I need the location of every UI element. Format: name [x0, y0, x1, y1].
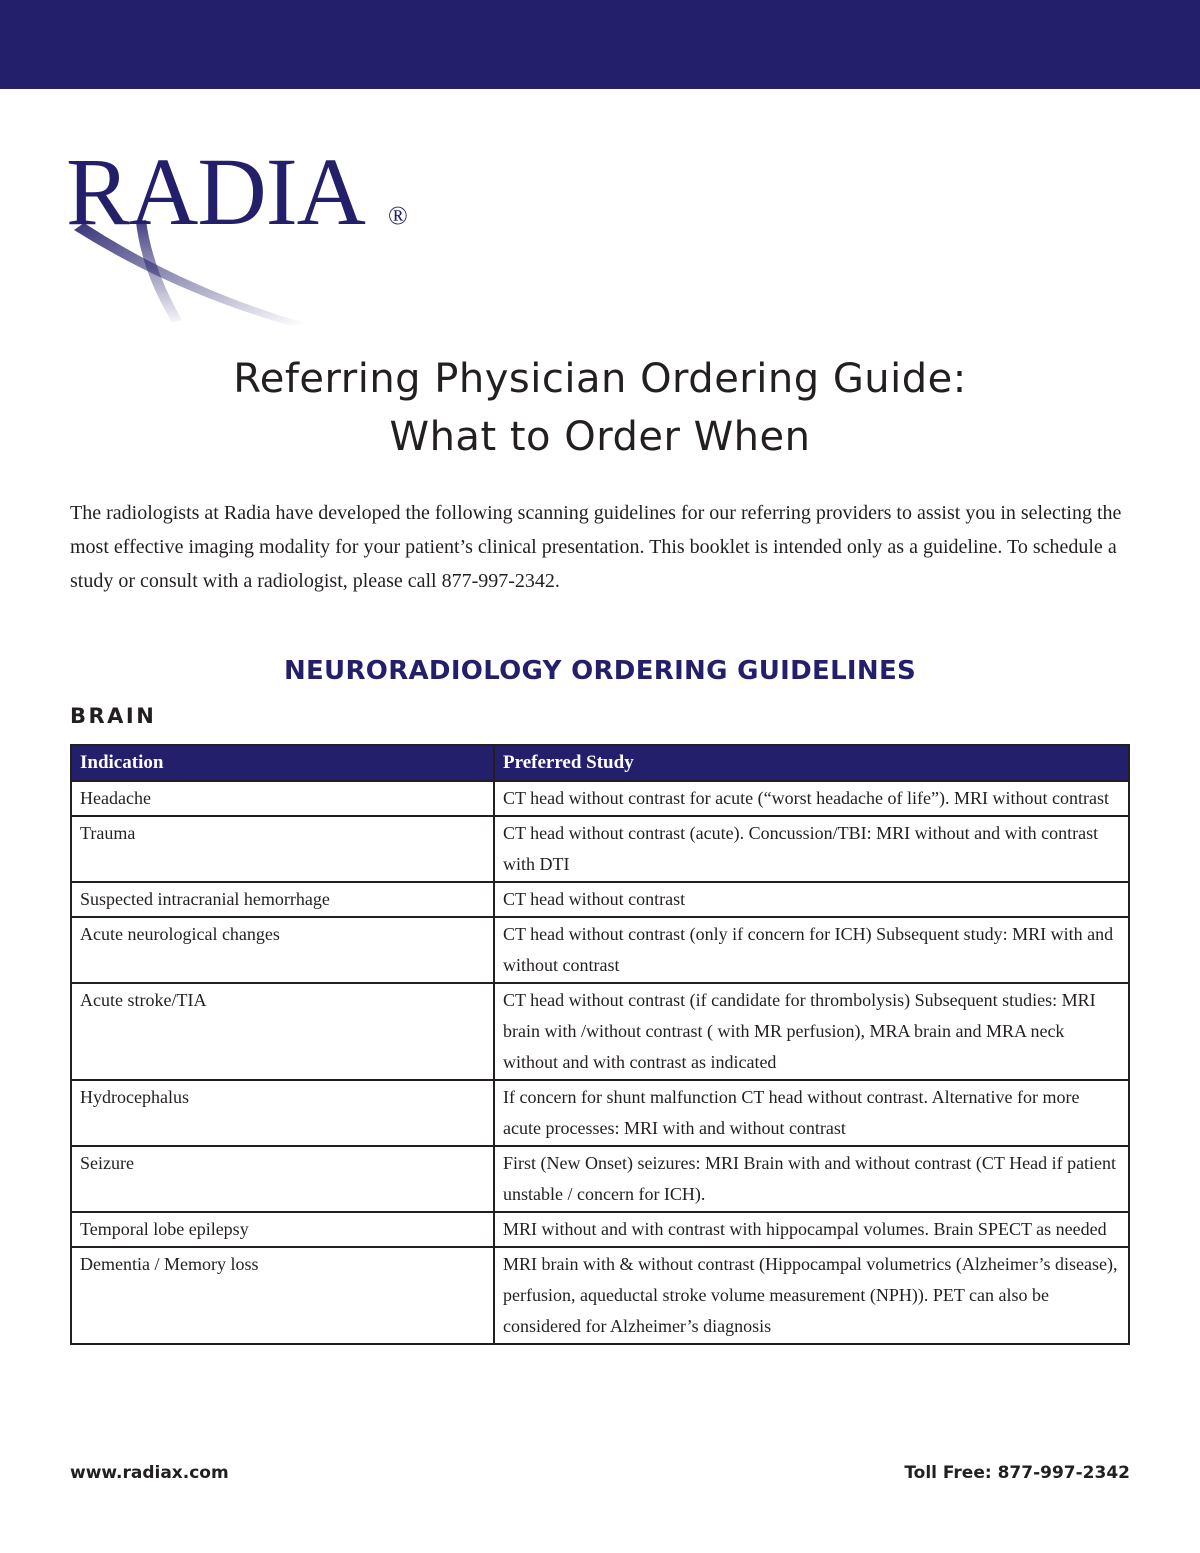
header-preferred-study: Preferred Study — [494, 745, 1129, 781]
indication-cell: Trauma — [71, 816, 494, 882]
guidelines-table — [70, 744, 1130, 1345]
preferred-study-cell: If concern for shunt malfunction CT head without contrast. Alternative for more acute processes: MRI with and without contrast — [494, 1080, 1129, 1146]
preferred-study-cell: CT head without contrast (only if concern for ICH) Subsequent study: MRI with and without contrast — [494, 917, 1129, 983]
table-row — [71, 1146, 1129, 1212]
indication-cell: Acute stroke/TIA — [71, 983, 494, 1080]
preferred-study-cell: MRI without and with contrast with hippocampal volumes. Brain SPECT as needed — [494, 1212, 1129, 1247]
title-line-2: What to Order When — [389, 414, 811, 460]
header-indication: Indication — [71, 745, 494, 781]
radia-logo — [64, 138, 424, 328]
table-row — [71, 1080, 1129, 1146]
table-row — [71, 983, 1129, 1080]
preferred-study-cell: CT head without contrast for acute (“worst headache of life”). MRI without contrast — [494, 781, 1129, 816]
preferred-study-cell: First (New Onset) seizures: MRI Brain with and without contrast (CT Head if patient unstable / concern for ICH). — [494, 1146, 1129, 1212]
subsection-heading: BRAIN — [70, 704, 157, 728]
indication-cell: Acute neurological changes — [71, 917, 494, 983]
preferred-study-cell: CT head without contrast — [494, 882, 1129, 917]
table-row — [71, 882, 1129, 917]
table-row — [71, 917, 1129, 983]
indication-cell: Suspected intracranial hemorrhage — [71, 882, 494, 917]
table-row — [71, 1212, 1129, 1247]
footer-website[interactable]: www.radiax.com — [70, 1463, 229, 1483]
logo-wordmark: RADIA — [66, 138, 365, 245]
preferred-study-cell: CT head without contrast (acute). Concussion/TBI: MRI without and with contrast with DTI — [494, 816, 1129, 882]
section-heading: NEURORADIOLOGY ORDERING GUIDELINES — [283, 656, 917, 686]
indication-cell: Hydrocephalus — [71, 1080, 494, 1146]
page-title — [0, 350, 1200, 466]
intro-paragraph: The radiologists at Radia have developed the following scanning guidelines for our referring providers to assist you in selecting the most effective imaging modality for your patient’s clinical presentation. This booklet is intended only as a guideline. To schedule a study or consult with a radiologist, please call 877-997-2342. — [70, 502, 1122, 592]
table-row — [71, 816, 1129, 882]
registered-mark: ® — [388, 201, 408, 230]
table-header-row — [71, 745, 1129, 781]
preferred-study-cell: CT head without contrast (if candidate for thrombolysis) Subsequent studies: MRI brain with /without contrast ( with MR perfusion), MRA brain and MRA neck without and with contrast as indicated — [494, 983, 1129, 1080]
header-band — [0, 0, 1200, 89]
indication-cell: Seizure — [71, 1146, 494, 1212]
indication-cell: Dementia / Memory loss — [71, 1247, 494, 1344]
table-row — [71, 781, 1129, 816]
indication-cell: Headache — [71, 781, 494, 816]
preferred-study-cell: MRI brain with & without contrast (Hippocampal volumetrics (Alzheimer’s disease), perfusion, aqueductal stroke volume measurement (NPH)). PET can also be considered for Alzheimer’s diagnosis — [494, 1247, 1129, 1344]
title-line-1: Referring Physician Ordering Guide: — [233, 356, 967, 402]
indication-cell: Temporal lobe epilepsy — [71, 1212, 494, 1247]
table-row — [71, 1247, 1129, 1344]
footer-toll-free: Toll Free: 877-997-2342 — [904, 1463, 1130, 1483]
